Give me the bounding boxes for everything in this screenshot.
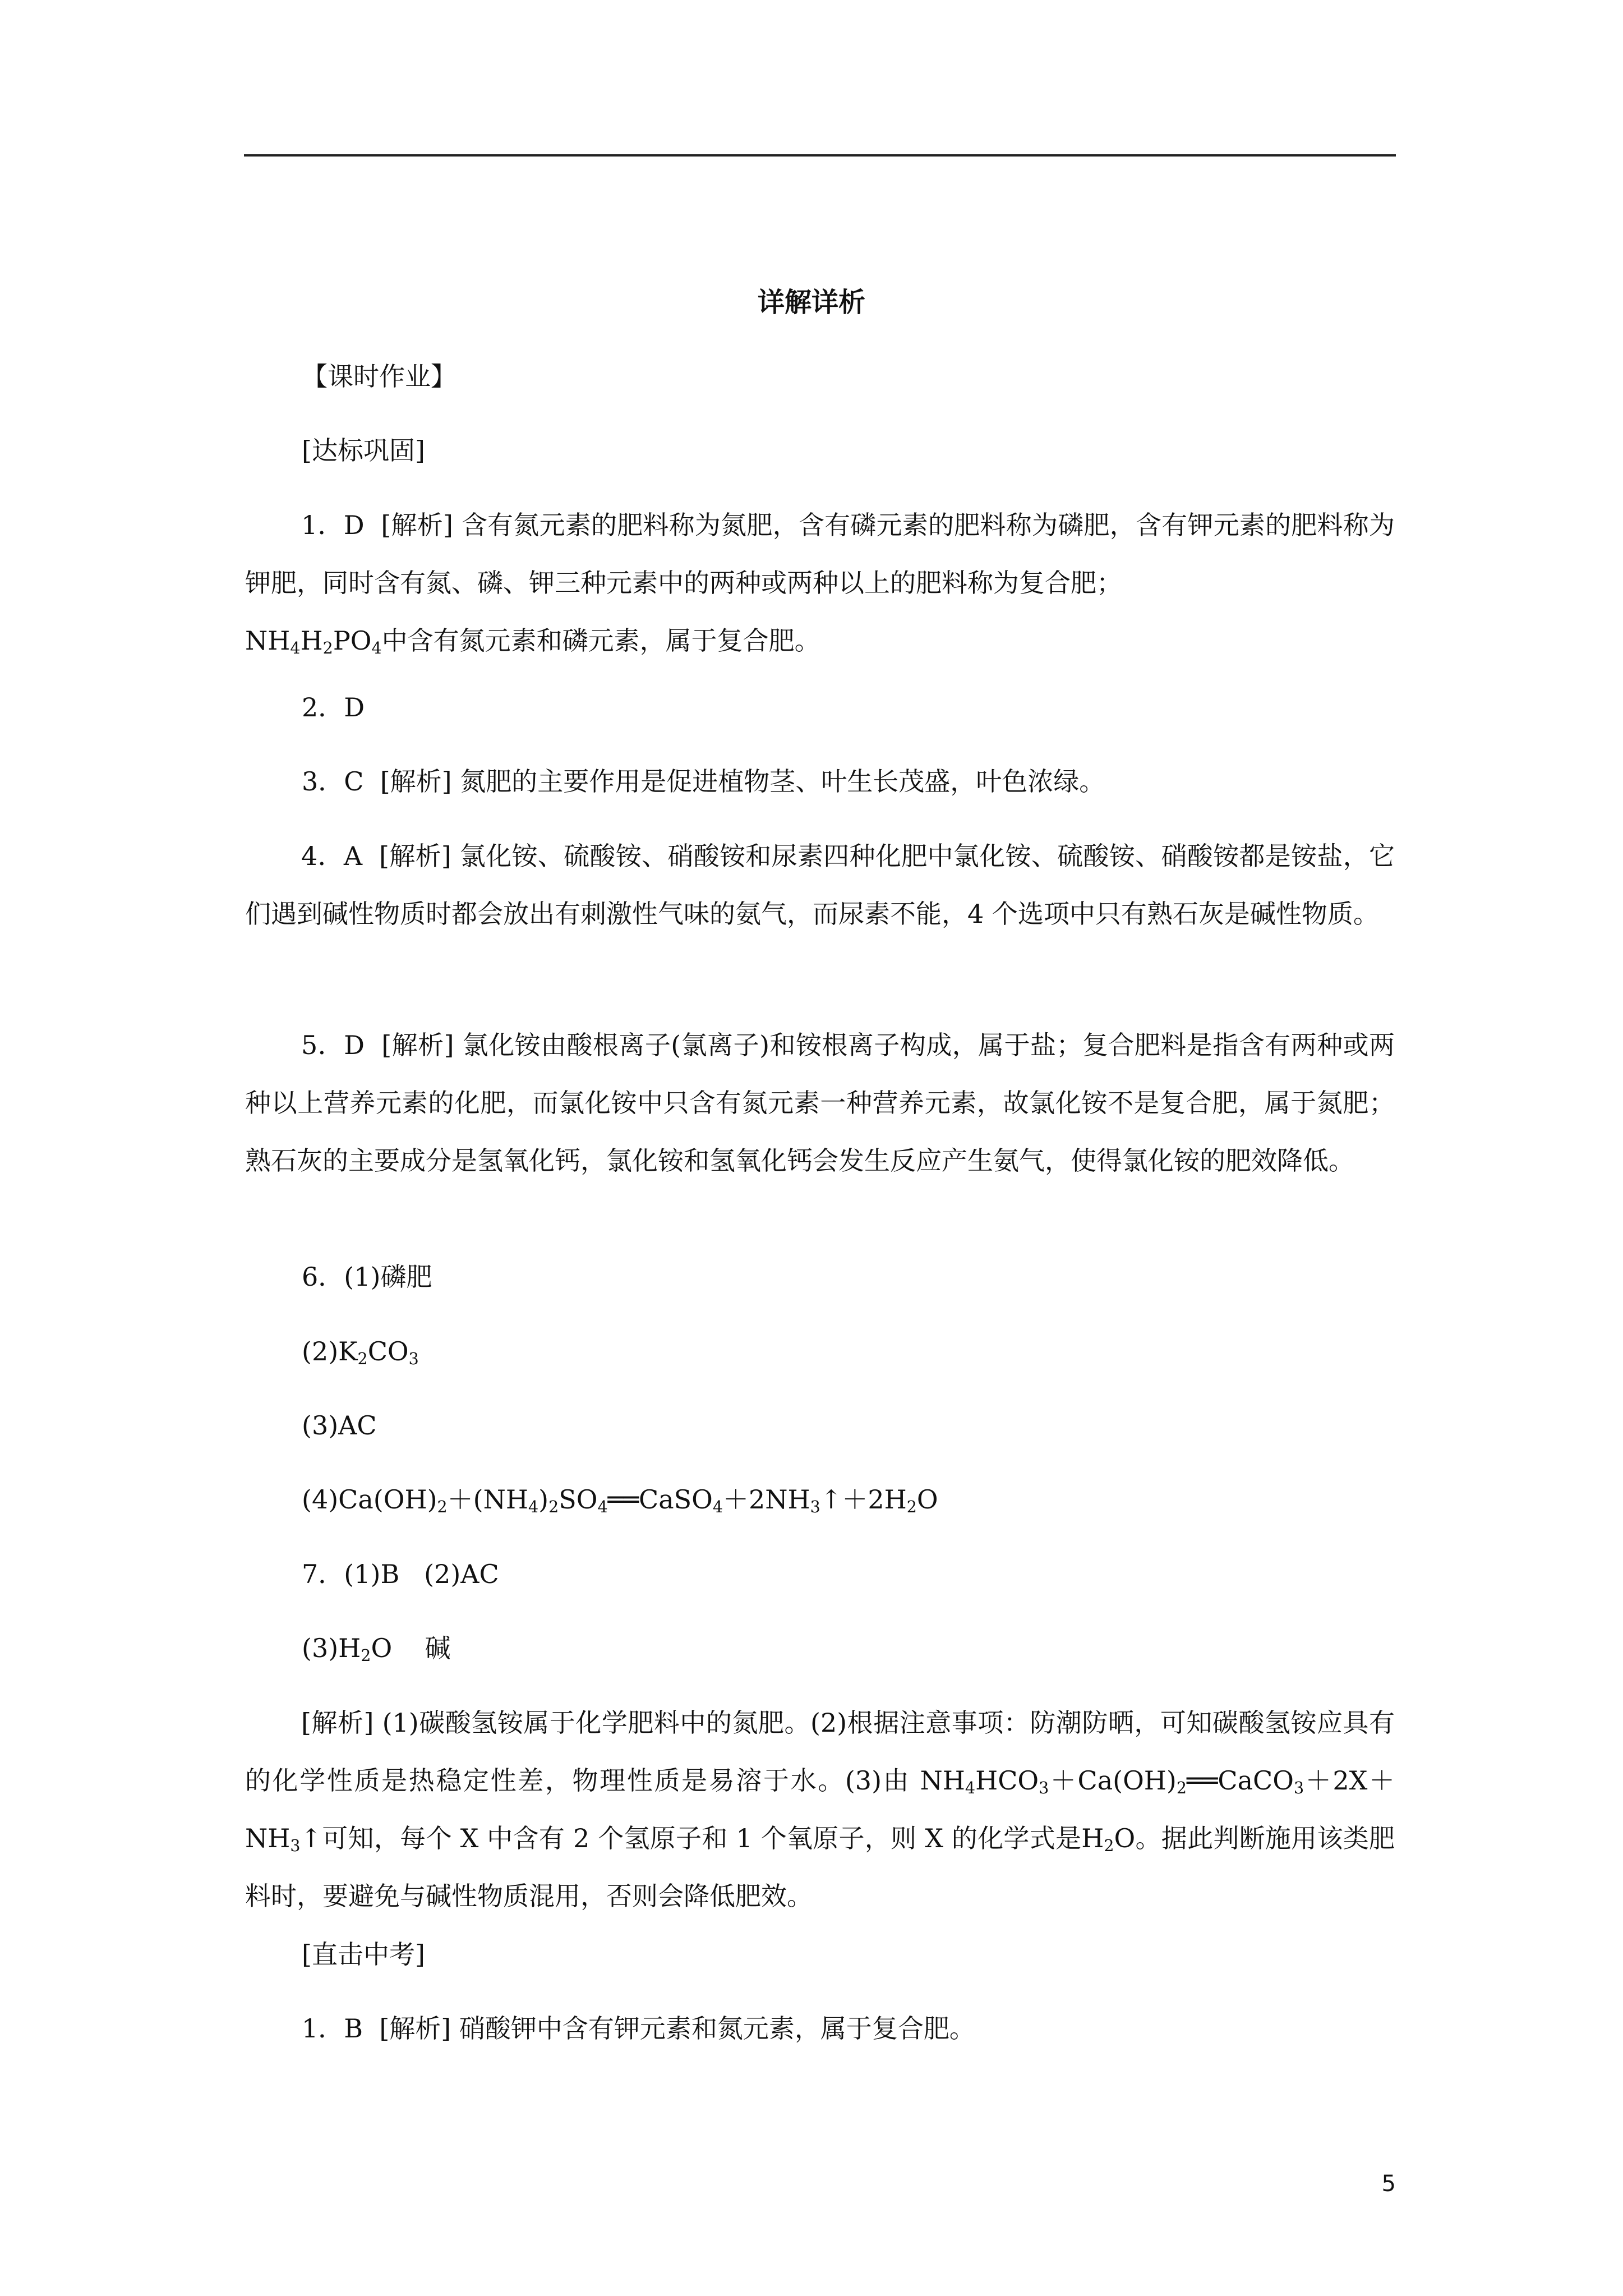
answer-label: 1．D xyxy=(301,510,365,540)
answer-label: 1．B xyxy=(302,2013,363,2044)
analysis-text: 氮肥的主要作用是促进植物茎、叶生长茂盛，叶色浓绿。 xyxy=(460,766,1105,797)
answer-label: 5．D xyxy=(301,1030,365,1060)
analysis-text: 中含有氮元素和磷元素，属于复合肥。 xyxy=(381,625,820,656)
analysis-tag: [解析] xyxy=(301,1708,374,1738)
answer-7-part-1: 7．(1)B (2)AC xyxy=(302,1559,499,1589)
analysis-tag: [解析] xyxy=(379,841,451,871)
answer-label: 6． xyxy=(302,1262,344,1292)
answer-1 xyxy=(245,496,1395,670)
section-heading: 【课时作业】 xyxy=(302,361,457,392)
answer-6-part-1: 6．(1)磷肥 xyxy=(302,1262,432,1292)
answer-7-part-2: $(3)H_2O$ 碱 xyxy=(302,1633,451,1665)
subsection-heading: [达标巩固] xyxy=(302,435,425,466)
analysis-tag: [解析] xyxy=(381,510,453,540)
answer-3 xyxy=(302,753,1395,811)
answer-6-part-3: (3)AC xyxy=(302,1410,377,1441)
answer-7-analysis: [解析] (1)碳酸氢铵属于化学肥料中的氮肥。(2)根据注意事项：防潮防晒，可知碳酸氢铵应具有的化学性质是热稳定性差，物理性质是易溶于水。(3)由 $NH_4HCO_3+Ca(OH)_2══CaCO_3+2X+NH_3↑$可知，每个 X 中含有 2 个氢原子和 1 个氧原子，则 X 的化学式是$H_2O$。据此判断施用该类肥料时，要避免与碱性物质混用，否则会降低肥效。 xyxy=(245,1708,1395,1911)
answer-6-part-4: $(4)Ca(OH)_2+(NH_4)_2SO_4══CaSO_4+2NH_3↑+2H_2O$ xyxy=(302,1484,938,1517)
analysis-tag: [解析] xyxy=(380,766,452,797)
analysis-text: 硝酸钾中含有钾元素和氮元素，属于复合肥。 xyxy=(459,2013,975,2044)
analysis-tag: [解析] xyxy=(381,1030,454,1060)
analysis-tag: [解析] xyxy=(379,2013,451,2044)
page-number: 5 xyxy=(1381,2171,1396,2197)
subsection-heading: [直击中考] xyxy=(302,1939,425,1970)
formula: $H_2O$ xyxy=(1081,1823,1136,1856)
answer-label: 7． xyxy=(302,1559,344,1589)
analysis-text: 氯化铵由酸根离子(氯离子)和铵根离子构成，属于盐；复合肥料是指含有两种或两种以上营养元素的化肥，而氯化铵中只含有氮元素一种营养元素，故氯化铵不是复合肥，属于氮肥；熟石灰的主要成分是氢氧化钙，氯化铵和氢氧化钙会发生反应产生氨气，使得氯化铵的肥效降低。 xyxy=(245,1030,1395,1176)
formula: $K_2CO_3$ xyxy=(338,1336,419,1369)
answer-label: 4．A xyxy=(301,841,363,871)
analysis-text: 含有氮元素的肥料称为氮肥，含有磷元素的肥料称为磷肥，含有钾元素的肥料称为钾肥，同时含有氮、磷、钾三种元素中的两种或两种以上的肥料称为复合肥； xyxy=(245,510,1395,598)
answer-label: 3．C xyxy=(302,766,364,797)
answer-6-part-2: $(2)K_2CO_3$ xyxy=(302,1336,419,1369)
formula: $H_2O$ xyxy=(338,1633,393,1665)
answer-5 xyxy=(245,1016,1395,1190)
analysis-text: 氯化铵、硫酸铵、硝酸铵和尿素四种化肥中氯化铵、硫酸铵、硝酸铵都是铵盐，它们遇到碱性物质时都会放出有刺激性气味的氨气，而尿素不能，4 个选项中只有熟石灰是碱性物质。 xyxy=(245,841,1395,929)
chemical-equation: $NH_4HCO_3+Ca(OH)_2══CaCO_3+2X+NH_3↑$ xyxy=(245,1765,1395,1856)
exam-answer-1 xyxy=(302,2000,1395,2058)
chemical-equation: $Ca(OH)_2+(NH_4)_2SO_4══CaSO_4+2NH_3↑+2H_2O$ xyxy=(338,1484,938,1517)
answer-2: 2．D xyxy=(302,692,365,723)
formula: $NH_4H_2PO_4$ xyxy=(245,625,382,658)
answer-4 xyxy=(245,827,1395,943)
header-rule xyxy=(244,154,1396,157)
page-title: 详解详析 xyxy=(757,287,865,318)
